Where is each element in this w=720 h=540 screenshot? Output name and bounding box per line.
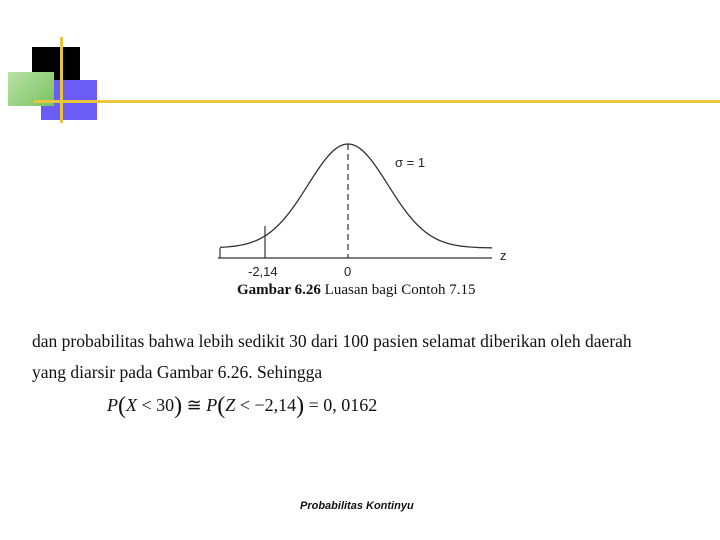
z-axis-label: z: [500, 248, 507, 263]
tick-label-left: -2,14: [248, 264, 278, 279]
eq-lt1: < 30: [137, 395, 175, 415]
normal-curve-figure: [210, 130, 520, 300]
sigma-label: σ = 1: [395, 155, 426, 170]
normal-curve: [220, 144, 492, 248]
eq-z-var: Z: [225, 395, 236, 415]
eq-result: = 0, 0162: [304, 395, 378, 415]
eq-lt2: < −2,14: [235, 395, 297, 415]
eq-p1: P: [107, 395, 118, 415]
eq-x-var: X: [126, 395, 137, 415]
footer-title: Probabilitas Kontinyu: [300, 500, 414, 512]
decor-horizontal-line: [34, 100, 720, 103]
paragraph-line-2: yang diarsir pada Gambar 6.26. Sehingga: [32, 362, 323, 382]
eq-p2: P: [206, 395, 218, 415]
decor-vertical-line: [60, 37, 63, 123]
probability-equation: P(X < 30) ≅ P(Z < −2,14) = 0, 0162: [107, 393, 378, 419]
caption-text: Luasan bagi Contoh 7.15: [320, 282, 476, 298]
paragraph-line-1: dan probabilitas bahwa lebih sedikit 30 dari 100 pasien selamat diberikan oleh daerah: [32, 331, 632, 351]
caption-bold: Gambar 6.26: [237, 282, 321, 298]
figure-caption: [237, 282, 475, 299]
eq-approx: ≅: [182, 395, 207, 415]
tick-label-center: 0: [344, 264, 352, 279]
